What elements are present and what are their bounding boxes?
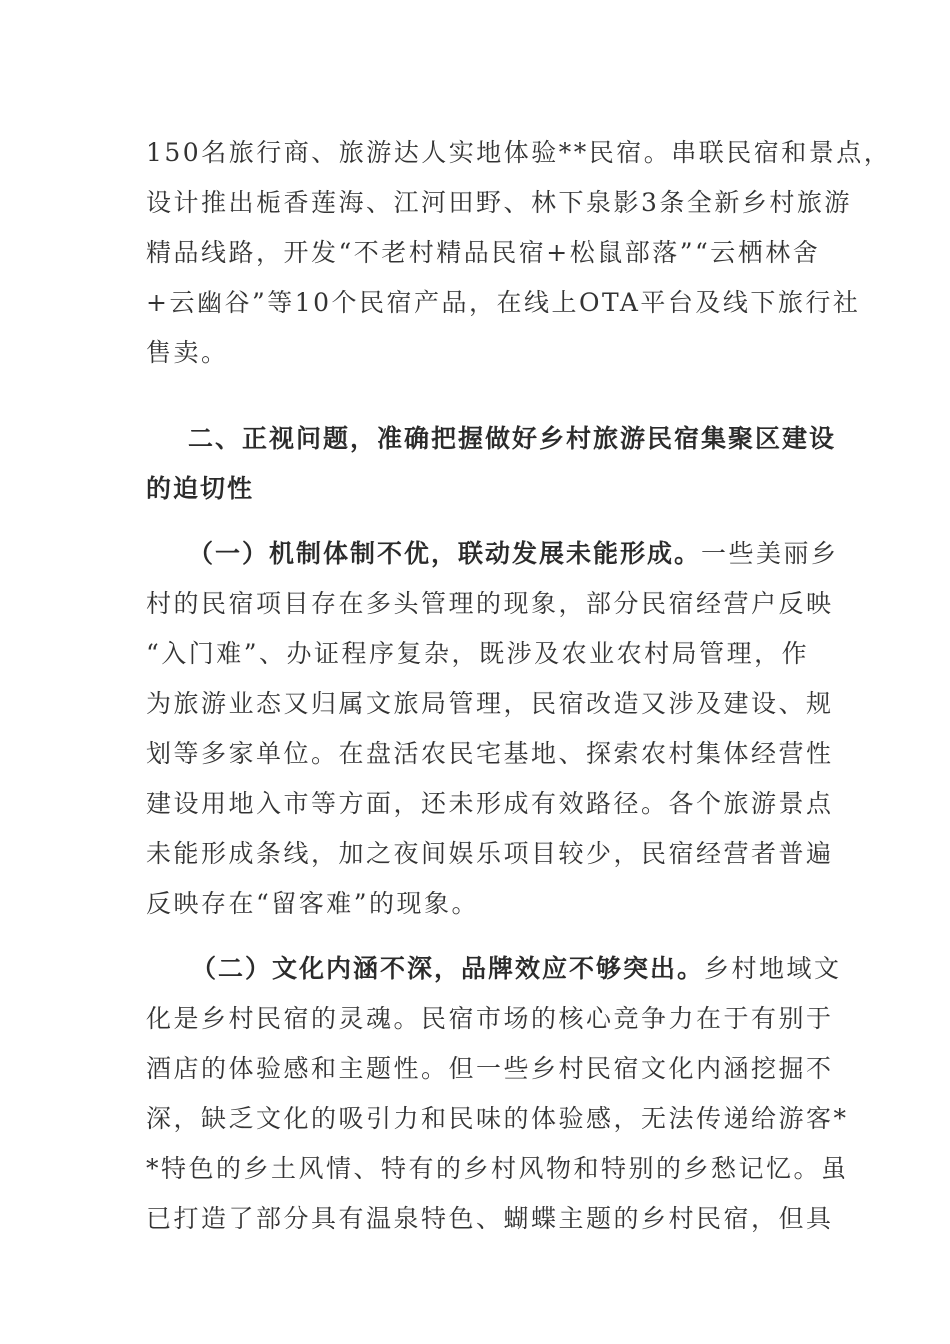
- text-line: 为旅游业态又归属文旅局管理，民宿改造又涉及建设、规: [146, 689, 834, 718]
- section-heading: [146, 414, 837, 514]
- subsection-first-line: [146, 944, 842, 994]
- text-line: +云幽谷”等10个民宿产品，在线上OTA平台及线下旅行社: [146, 288, 861, 317]
- text-line: 划等多家单位。在盘活农民宅基地、探索农村集体经营性: [146, 739, 834, 768]
- text-line: 深，缺乏文化的吸引力和民味的体验感，无法传递给游客*: [146, 1104, 849, 1133]
- subsection-title: （二）文化内涵不深，品牌效应不够突出。: [191, 954, 705, 983]
- text-line: 反映存在“留客难”的现象。: [146, 889, 480, 918]
- text-line: 精品线路，开发“不老村精品民宿+松鼠部落”“云栖林舍: [146, 238, 821, 267]
- subsection-first-line-text: 一些美丽乡: [701, 539, 839, 568]
- text-line: “入门难”、办证程序复杂，既涉及农业农村局管理，作: [146, 639, 810, 668]
- text-line: 设计推出栀香莲海、江河田野、林下泉影3条全新乡村旅游: [146, 188, 852, 217]
- text-line: 建设用地入市等方面，还未形成有效路径。各个旅游景点: [146, 789, 834, 818]
- text-line: 化是乡村民宿的灵魂。民宿市场的核心竞争力在于有别于: [146, 1004, 834, 1033]
- heading-line: 二、正视问题，准确把握做好乡村旅游民宿集聚区建设: [188, 424, 837, 453]
- text-line: 未能形成条线，加之夜间娱乐项目较少，民宿经营者普遍: [146, 839, 834, 868]
- subsection-first-line: [146, 529, 839, 579]
- text-line: 酒店的体验感和主题性。但一些乡村民宿文化内涵挖掘不: [146, 1054, 834, 1083]
- subsection-2: [146, 944, 849, 1244]
- text-line: 150名旅行商、旅游达人实地体验**民宿。串联民宿和景点，: [146, 138, 892, 167]
- text-line: 村的民宿项目存在多头管理的现象，部分民宿经营户反映: [146, 589, 834, 618]
- heading-line: 的迫切性: [146, 474, 255, 503]
- subsection-first-line-text: 乡村地域文: [704, 954, 842, 983]
- text-line: 已打造了部分具有温泉特色、蝴蝶主题的乡村民宿，但具: [146, 1204, 834, 1233]
- text-line: *特色的乡土风情、特有的乡村风物和特别的乡愁记忆。虽: [146, 1154, 849, 1183]
- subsection-1: [146, 529, 839, 929]
- text-line: 售卖。: [146, 338, 229, 367]
- subsection-title: （一）机制体制不优，联动发展未能形成。: [188, 539, 702, 568]
- document-body: [146, 128, 892, 1244]
- paragraph-top: [146, 128, 892, 378]
